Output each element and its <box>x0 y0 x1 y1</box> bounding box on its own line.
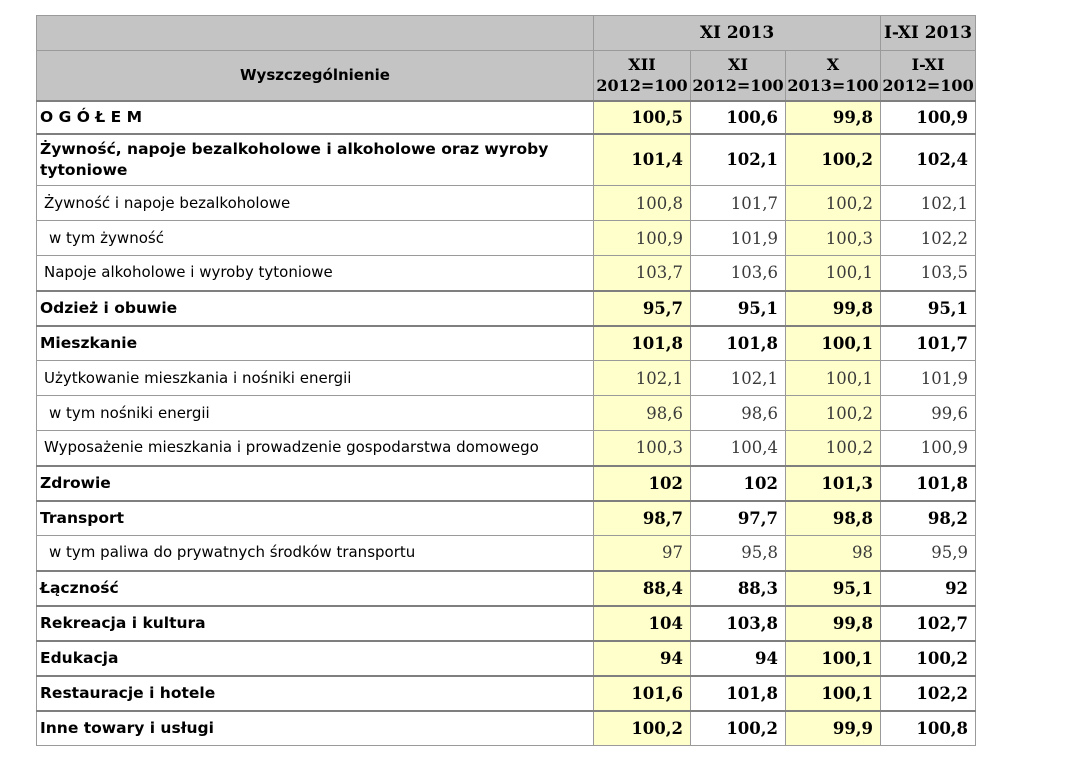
header-label-column: Wyszczególnienie <box>37 51 594 101</box>
value-cell: 101,8 <box>881 466 976 501</box>
row-label: Użytkowanie mieszkania i nośniki energii <box>37 361 594 396</box>
value-cell: 98,6 <box>594 396 691 431</box>
row-label: w tym nośniki energii <box>37 396 594 431</box>
value-cell: 101,7 <box>881 326 976 361</box>
value-cell: 101,7 <box>691 186 786 221</box>
value-cell: 95,1 <box>881 291 976 326</box>
table-row <box>37 676 976 711</box>
table-row <box>37 606 976 641</box>
value-cell: 100,6 <box>691 101 786 134</box>
table-row <box>37 326 976 361</box>
row-label: Napoje alkoholowe i wyroby tytoniowe <box>37 256 594 291</box>
value-cell: 101,6 <box>594 676 691 711</box>
value-cell: 101,8 <box>594 326 691 361</box>
header-col-1 <box>691 51 786 101</box>
value-cell: 104 <box>594 606 691 641</box>
value-cell: 98,7 <box>594 501 691 536</box>
header-col-base: 2012=100 <box>692 76 784 96</box>
value-cell: 100,3 <box>594 431 691 466</box>
value-cell: 103,7 <box>594 256 691 291</box>
value-cell: 101,4 <box>594 134 691 186</box>
value-cell: 100,9 <box>594 221 691 256</box>
value-cell: 101,9 <box>691 221 786 256</box>
table-header <box>37 16 976 101</box>
header-col-base: 2012=100 <box>882 76 974 96</box>
value-cell: 99,6 <box>881 396 976 431</box>
value-cell: 95,1 <box>691 291 786 326</box>
value-cell: 100,1 <box>786 641 881 676</box>
table-row <box>37 291 976 326</box>
header-corner-cell <box>37 16 594 51</box>
row-label: Żywność, napoje bezalkoholowe i alkoholowe oraz wyroby tytoniowe <box>37 134 594 186</box>
header-col-period: I-XI <box>911 55 945 75</box>
value-cell: 100,2 <box>691 711 786 746</box>
value-cell: 94 <box>594 641 691 676</box>
row-label: Odzież i obuwie <box>37 291 594 326</box>
value-cell: 100,8 <box>594 186 691 221</box>
value-cell: 100,1 <box>786 361 881 396</box>
header-col-period: XII <box>628 55 656 75</box>
table-row <box>37 396 976 431</box>
value-cell: 88,4 <box>594 571 691 606</box>
value-cell: 102 <box>691 466 786 501</box>
value-cell: 99,9 <box>786 711 881 746</box>
header-col-0 <box>594 51 691 101</box>
value-cell: 102,2 <box>881 676 976 711</box>
header-col-period: X <box>826 55 840 75</box>
value-cell: 100,4 <box>691 431 786 466</box>
header-group-xi-2013: XI 2013 <box>594 16 881 51</box>
value-cell: 103,5 <box>881 256 976 291</box>
value-cell: 102,4 <box>881 134 976 186</box>
header-col-period: XI <box>728 55 748 75</box>
value-cell: 88,3 <box>691 571 786 606</box>
table-row <box>37 101 976 134</box>
value-cell: 100,5 <box>594 101 691 134</box>
value-cell: 102,1 <box>691 134 786 186</box>
table-row <box>37 641 976 676</box>
value-cell: 101,3 <box>786 466 881 501</box>
header-group-row <box>37 16 976 51</box>
table-row <box>37 536 976 571</box>
header-group-i-xi-2013: I-XI 2013 <box>881 16 976 51</box>
value-cell: 98,2 <box>881 501 976 536</box>
value-cell: 95,8 <box>691 536 786 571</box>
value-cell: 102,1 <box>881 186 976 221</box>
value-cell: 100,2 <box>786 134 881 186</box>
table-row <box>37 134 976 186</box>
row-label: Łączność <box>37 571 594 606</box>
value-cell: 102,2 <box>881 221 976 256</box>
value-cell: 95,7 <box>594 291 691 326</box>
value-cell: 101,9 <box>881 361 976 396</box>
value-cell: 100,2 <box>786 396 881 431</box>
row-label: Transport <box>37 501 594 536</box>
row-label: Zdrowie <box>37 466 594 501</box>
header-col-base: 2012=100 <box>596 76 688 96</box>
value-cell: 100,1 <box>786 676 881 711</box>
value-cell: 102,7 <box>881 606 976 641</box>
value-cell: 100,9 <box>881 101 976 134</box>
cpi-table-wrapper <box>36 15 976 746</box>
value-cell: 98,8 <box>786 501 881 536</box>
table-body <box>37 101 976 746</box>
header-col-base: 2013=100 <box>787 76 879 96</box>
value-cell: 100,2 <box>881 641 976 676</box>
table-row <box>37 571 976 606</box>
value-cell: 95,1 <box>786 571 881 606</box>
value-cell: 98,6 <box>691 396 786 431</box>
row-label: w tym żywność <box>37 221 594 256</box>
value-cell: 100,9 <box>881 431 976 466</box>
value-cell: 102 <box>594 466 691 501</box>
value-cell: 94 <box>691 641 786 676</box>
value-cell: 102,1 <box>691 361 786 396</box>
value-cell: 101,8 <box>691 676 786 711</box>
row-label: w tym paliwa do prywatnych środków transportu <box>37 536 594 571</box>
value-cell: 100,1 <box>786 326 881 361</box>
cpi-table <box>36 15 976 746</box>
table-row <box>37 501 976 536</box>
value-cell: 95,9 <box>881 536 976 571</box>
table-row <box>37 256 976 291</box>
value-cell: 99,8 <box>786 101 881 134</box>
table-row <box>37 221 976 256</box>
value-cell: 99,8 <box>786 291 881 326</box>
value-cell: 92 <box>881 571 976 606</box>
value-cell: 99,8 <box>786 606 881 641</box>
row-label: Edukacja <box>37 641 594 676</box>
value-cell: 103,6 <box>691 256 786 291</box>
value-cell: 100,3 <box>786 221 881 256</box>
row-label: Mieszkanie <box>37 326 594 361</box>
table-row <box>37 186 976 221</box>
header-subcolumn-row <box>37 51 976 101</box>
row-label: Wyposażenie mieszkania i prowadzenie gospodarstwa domowego <box>37 431 594 466</box>
row-label: Restauracje i hotele <box>37 676 594 711</box>
row-label: Żywność i napoje bezalkoholowe <box>37 186 594 221</box>
header-col-2 <box>786 51 881 101</box>
value-cell: 97 <box>594 536 691 571</box>
header-col-3 <box>881 51 976 101</box>
row-label: Rekreacja i kultura <box>37 606 594 641</box>
value-cell: 100,2 <box>786 431 881 466</box>
table-row <box>37 431 976 466</box>
table-row <box>37 711 976 746</box>
table-row <box>37 466 976 501</box>
table-row <box>37 361 976 396</box>
value-cell: 101,8 <box>691 326 786 361</box>
value-cell: 100,1 <box>786 256 881 291</box>
row-label: Inne towary i usługi <box>37 711 594 746</box>
value-cell: 100,2 <box>786 186 881 221</box>
value-cell: 100,8 <box>881 711 976 746</box>
value-cell: 102,1 <box>594 361 691 396</box>
value-cell: 97,7 <box>691 501 786 536</box>
value-cell: 100,2 <box>594 711 691 746</box>
row-label: O G Ó Ł E M <box>37 101 594 134</box>
value-cell: 98 <box>786 536 881 571</box>
value-cell: 103,8 <box>691 606 786 641</box>
